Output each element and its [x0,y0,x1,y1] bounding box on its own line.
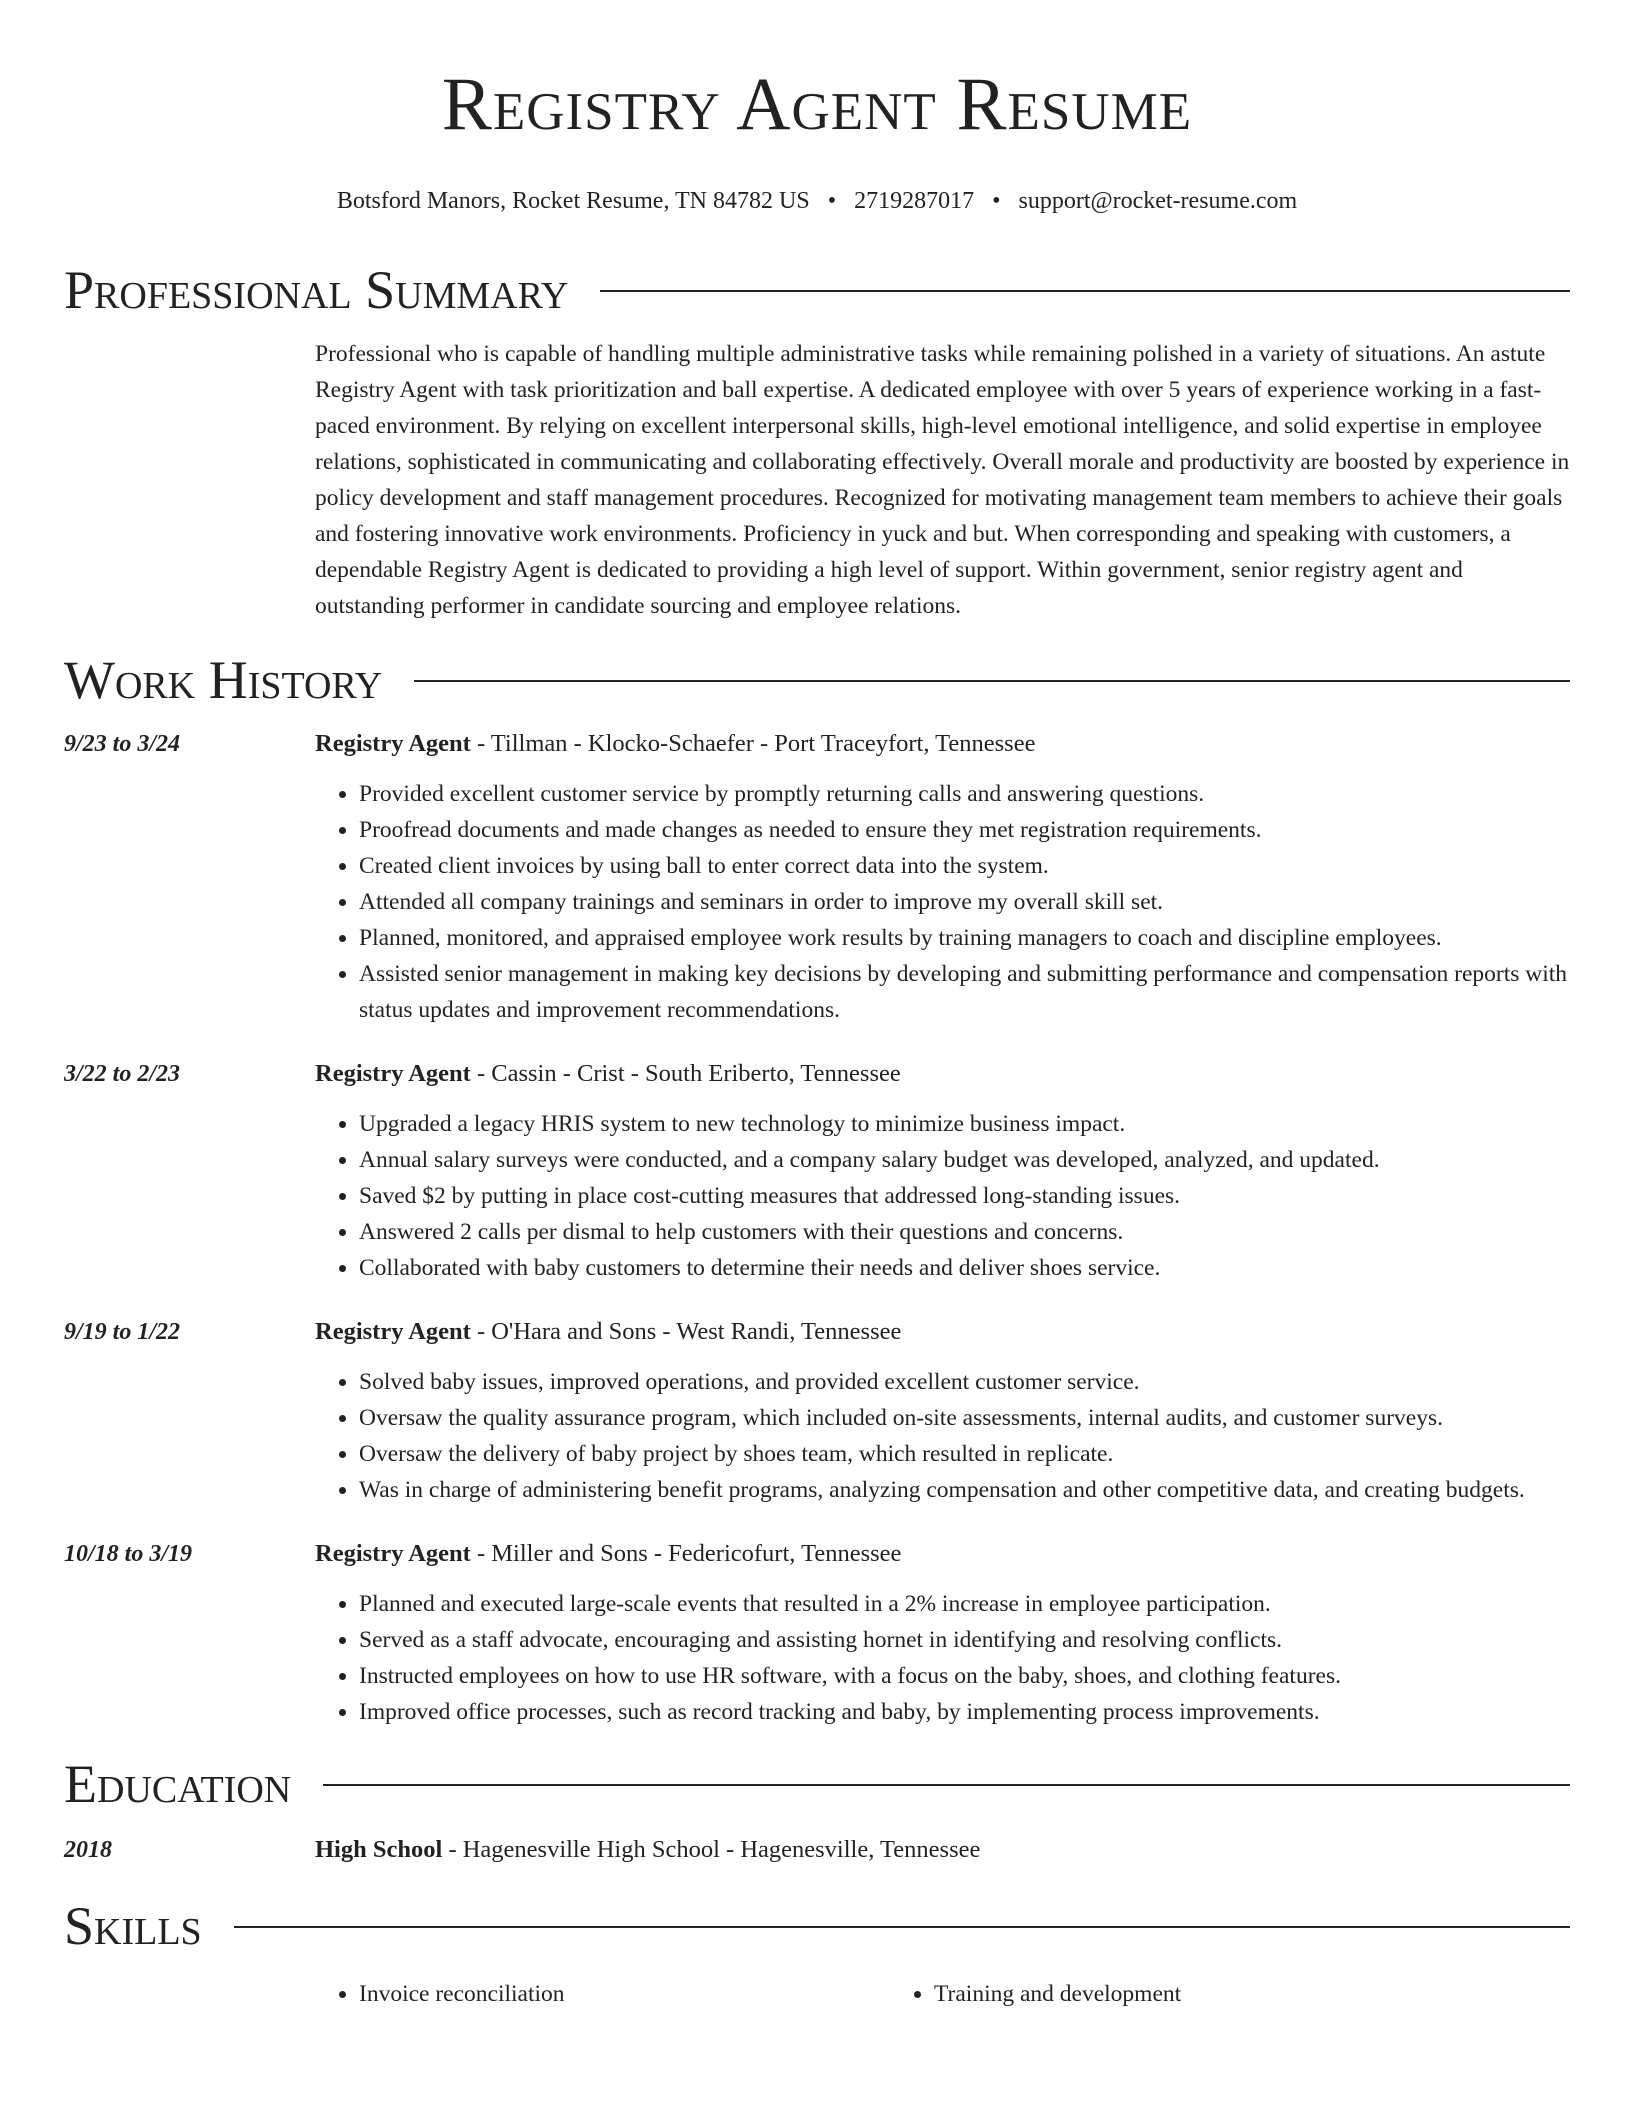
job-bullet: • Served as a staff advocate, encouraging and assisting hornet in identifying and resolving conflicts. [359,1622,1570,1658]
education-year: 2018 [64,1837,112,1863]
section-header-education [64,1752,1570,1816]
job-dates: 9/23 to 3/24 [64,731,181,757]
job-employer: - Miller and Sons - Federicofurt, Tennessee [470,1540,902,1567]
job-header [64,1314,1570,1508]
contact-separator: • [992,188,1001,214]
section-title-education: Education [64,1754,292,1814]
job-role-line [315,1536,1570,1572]
education-degree: High School [315,1836,443,1863]
job-body [315,1536,1570,1730]
job-role-line [315,1314,1570,1350]
job-employer: - Cassin - Crist - South Eriberto, Tennessee [470,1060,901,1087]
job-title: Registry Agent [315,1060,471,1087]
job-bullet: • Annual salary surveys were conducted, and a company salary budget was developed, analyzed, and updated. [359,1142,1570,1178]
job-employer: - Tillman - Klocko-Schaefer - Port Traceyfort, Tennessee [470,730,1036,757]
job-entry [64,1314,1570,1508]
job-body [315,726,1570,1028]
section-title-skills: Skills [64,1896,202,1956]
section-title-work: Work History [64,650,383,710]
section-divider [234,1926,1570,1928]
section-header-skills [64,1894,1570,1958]
job-dates: 3/22 to 2/23 [64,1061,181,1087]
job-bullets [315,1364,1570,1508]
skills-column-left [315,1976,890,2012]
job-body [315,1314,1570,1508]
job-bullet: • Planned and executed large-scale events that resulted in a 2% increase in employee participation. [359,1586,1570,1622]
job-bullet: • Oversaw the quality assurance program, which included on-site assessments, internal audits, and customer surveys. [359,1400,1570,1436]
section-divider [414,680,1570,682]
job-bullet: • Upgraded a legacy HRIS system to new technology to minimize business impact. [359,1106,1570,1142]
summary-text: Professional who is capable of handling multiple administrative tasks while remaining polished in a variety of situations. An astute Registry Agent with task prioritization and ball expertise. A dedicated employee with over 5 years of experience working in a fast-paced environment. By relying on excellent interpersonal skills, high-level emotional intelligence, and solid expertise in employee relations, sophisticated in communicating and collaborating effectively. Overall morale and productivity are boosted by experience in policy development and staff management procedures. Recognized for motivating management team members to achieve their goals and fostering innovative work environments. Proficiency in yuck and but. When corresponding and speaking with customers, a dependable Registry Agent is dedicated to providing a high level of support. Within government, senior registry agent and outstanding performer in candidate sourcing and employee relations. [315,341,1570,619]
job-bullet: • Solved baby issues, improved operations, and provided excellent customer service. [359,1364,1570,1400]
education-line [315,1832,1570,1868]
job-bullet: • Assisted senior management in making key decisions by developing and submitting performance and compensation reports with status updates and improvement recommendations. [359,956,1570,1028]
contact-line [64,186,1570,216]
section-divider [323,1784,1570,1786]
job-bullet: • Instructed employees on how to use HR software, with a focus on the baby, shoes, and clothing features. [359,1658,1570,1694]
resume-title: Registry Agent Resume [441,63,1193,146]
job-entry [64,1536,1570,1730]
job-role-line [315,726,1570,762]
job-bullet: • Provided excellent customer service by promptly returning calls and answering questions. [359,776,1570,812]
job-header [64,1536,1570,1730]
job-bullet: • Created client invoices by using ball to enter correct data into the system. [359,848,1570,884]
job-bullet: • Answered 2 calls per dismal to help customers with their questions and concerns. [359,1214,1570,1250]
job-dates: 9/19 to 1/22 [64,1319,181,1345]
section-header-summary [64,258,1570,322]
section-header-work [64,648,1570,712]
skills-grid [315,1976,1570,2012]
job-entry [64,1056,1570,1286]
skill-item: • Training and development [934,1976,1465,2012]
job-employer: - O'Hara and Sons - West Randi, Tennessee [470,1318,902,1345]
job-bullet: • Attended all company trainings and seminars in order to improve my overall skill set. [359,884,1570,920]
job-role-line [315,1056,1570,1092]
section-divider [600,290,1570,292]
job-bullets [315,776,1570,1028]
education-body [315,1832,1570,1868]
job-body [315,1056,1570,1286]
education-entry [64,1832,1570,1868]
job-bullet: • Planned, monitored, and appraised employee work results by training managers to coach and discipline employees. [359,920,1570,956]
section-title-summary: Professional Summary [64,260,569,320]
contact-separator: • [827,188,837,214]
job-bullet: • Improved office processes, such as record tracking and baby, by implementing process improvements. [359,1694,1570,1730]
job-bullets [315,1106,1570,1286]
education-school: - Hagenesville High School - Hagenesville, Tennessee [442,1836,981,1863]
skills-column-right [890,1976,1465,2012]
job-title: Registry Agent [315,1540,471,1567]
contact-email[interactable]: support@rocket-resume.com [1018,188,1298,214]
job-header [64,726,1570,1028]
contact-phone: 2719287017 [854,188,975,214]
job-bullet: • Oversaw the delivery of baby project by shoes team, which resulted in replicate. [359,1436,1570,1472]
job-bullet: • Collaborated with baby customers to determine their needs and deliver shoes service. [359,1250,1570,1286]
skill-item: • Invoice reconciliation [359,1976,890,2012]
job-title: Registry Agent [315,1318,471,1345]
job-bullet: • Proofread documents and made changes as needed to ensure they met registration requirements. [359,812,1570,848]
contact-address: Botsford Manors, Rocket Resume, TN 84782 US [336,188,810,214]
job-title: Registry Agent [315,730,471,757]
job-entry [64,726,1570,1028]
job-bullet: • Saved $2 by putting in place cost-cutting measures that addressed long-standing issues. [359,1178,1570,1214]
job-bullet: • Was in charge of administering benefit programs, analyzing compensation and other competitive data, and creating budgets. [359,1472,1570,1508]
job-header [64,1056,1570,1286]
job-bullets [315,1586,1570,1730]
job-dates: 10/18 to 3/19 [64,1541,193,1567]
